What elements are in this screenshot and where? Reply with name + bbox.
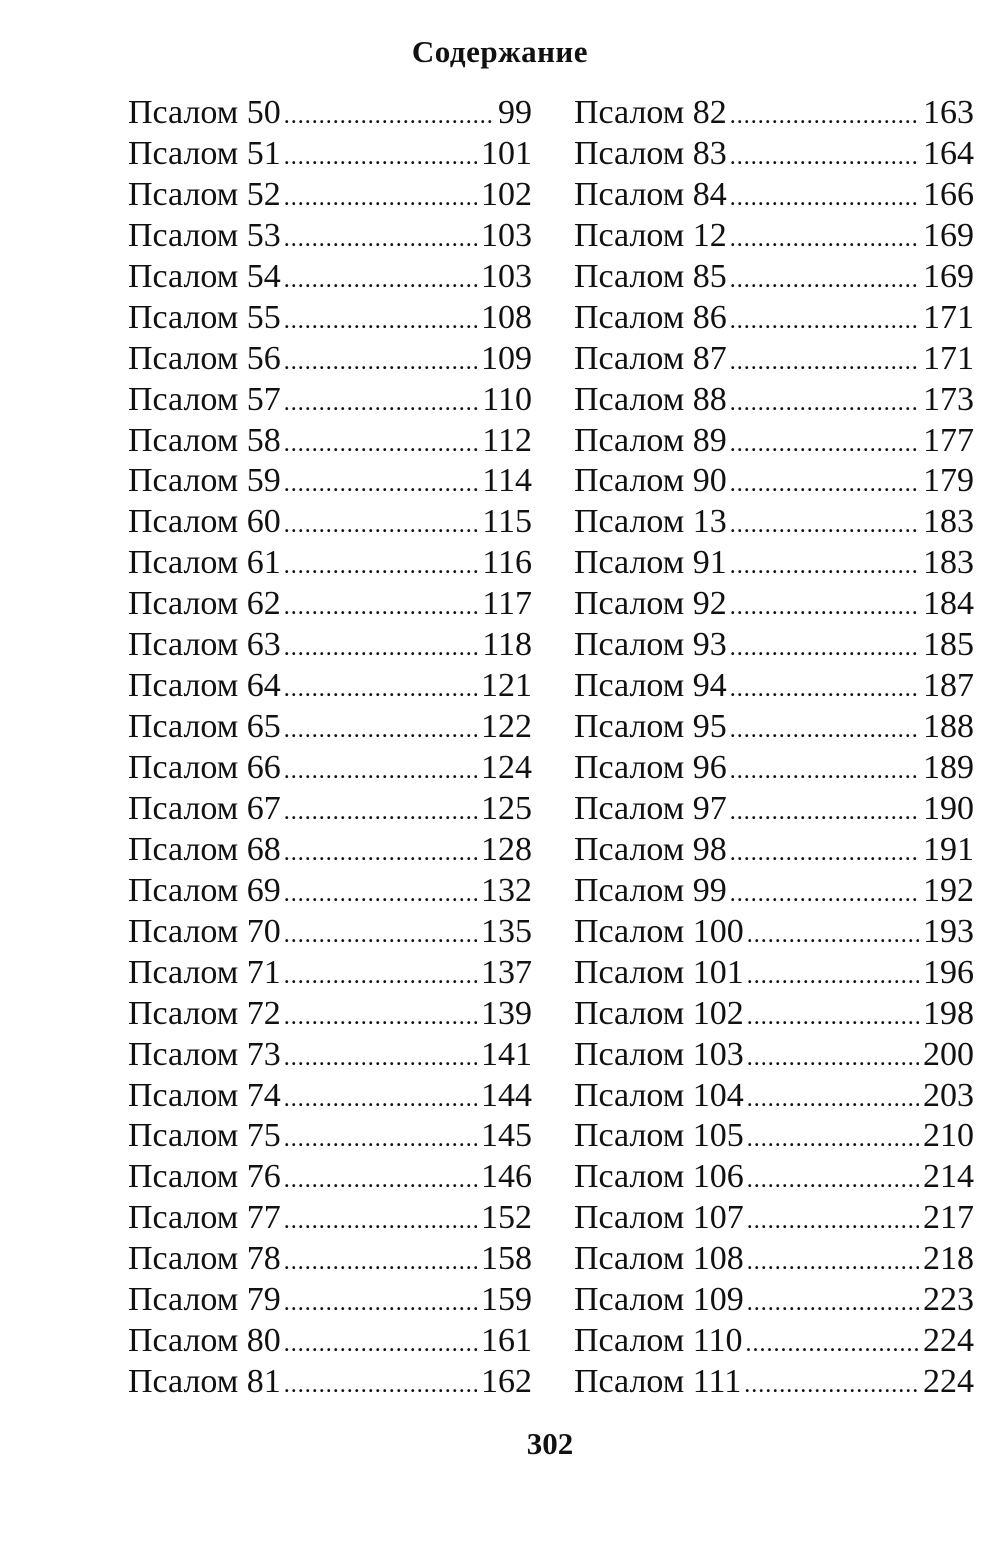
toc-entry-title: Псалом 110 [574, 1322, 743, 1360]
toc-entry-page: 132 [481, 871, 532, 909]
dot-leader [730, 227, 919, 251]
toc-entry-title: Псалом 99 [574, 871, 727, 909]
toc-entry [128, 380, 532, 421]
toc-entry [128, 502, 532, 543]
toc-entry-page: 145 [481, 1117, 532, 1155]
toc-entry-page: 171 [923, 298, 974, 336]
dot-leader [747, 1209, 919, 1233]
toc-entry [128, 298, 532, 339]
toc-entry [574, 1116, 974, 1157]
dot-leader [284, 882, 477, 906]
toc-entry-page: 125 [481, 789, 532, 827]
dot-leader [284, 1250, 477, 1274]
dot-leader [730, 186, 919, 210]
toc-entry-page: 103 [481, 257, 532, 295]
toc-entry-page: 122 [481, 708, 532, 746]
toc-entry [574, 1239, 974, 1280]
toc-entry [574, 994, 974, 1035]
dot-leader [284, 1209, 477, 1233]
toc-entry-title: Псалом 83 [574, 134, 727, 172]
toc-entry-title: Псалом 64 [128, 667, 281, 705]
toc-entry-title: Псалом 13 [574, 503, 727, 541]
toc-entry [128, 707, 532, 748]
dot-leader [284, 554, 478, 578]
toc-entry-title: Псалом 57 [128, 380, 281, 418]
toc-entry [574, 625, 974, 666]
dot-leader [747, 1087, 919, 1111]
toc-entry [574, 93, 974, 134]
toc-entry-title: Псалом 109 [574, 1281, 744, 1319]
toc-entry-page: 108 [481, 298, 532, 336]
toc-entry [128, 461, 532, 502]
toc-entry-title: Псалом 100 [574, 912, 744, 950]
toc-entry [128, 1198, 532, 1239]
toc-entry-title: Псалом 89 [574, 421, 727, 459]
toc-entry-title: Псалом 62 [128, 585, 281, 623]
toc-column-left [128, 93, 532, 1403]
toc-entry [574, 1362, 974, 1403]
toc-entry [128, 93, 532, 134]
dot-leader [730, 104, 919, 128]
dot-leader [284, 595, 478, 619]
toc-entry-title: Псалом 71 [128, 953, 281, 991]
toc-entry-title: Псалом 63 [128, 626, 281, 664]
toc-entry-page: 223 [923, 1281, 974, 1319]
toc-entry-page: 114 [482, 462, 532, 500]
toc-entry-page: 118 [482, 626, 532, 664]
toc-entry-page: 116 [482, 544, 532, 582]
toc-entry-page: 139 [481, 994, 532, 1032]
toc-entry-page: 224 [923, 1322, 974, 1360]
toc-entry [574, 1076, 974, 1117]
toc-entry-page: 191 [923, 830, 974, 868]
dot-leader [284, 432, 478, 456]
toc-entry [128, 543, 532, 584]
dot-leader [730, 718, 919, 742]
toc-entry-title: Псалом 52 [128, 175, 281, 213]
toc-entry-title: Псалом 60 [128, 503, 281, 541]
toc-entry [574, 584, 974, 625]
dot-leader [730, 268, 919, 292]
toc-entry-title: Псалом 70 [128, 912, 281, 950]
toc-entry-title: Псалом 58 [128, 421, 281, 459]
dot-leader [730, 636, 919, 660]
toc-entry [574, 134, 974, 175]
dot-leader [730, 595, 919, 619]
toc-entry-page: 192 [923, 871, 974, 909]
toc-entry-title: Псалом 78 [128, 1240, 281, 1278]
toc-entry-page: 190 [923, 789, 974, 827]
toc-entry-title: Псалом 65 [128, 708, 281, 746]
dot-leader [284, 759, 477, 783]
toc-entry [574, 1280, 974, 1321]
toc-entry-title: Псалом 101 [574, 953, 744, 991]
toc-entry-title: Псалом 56 [128, 339, 281, 377]
toc-entry-page: 203 [923, 1076, 974, 1114]
toc-entry-page: 210 [923, 1117, 974, 1155]
dot-leader [730, 882, 919, 906]
toc-entry-page: 137 [481, 953, 532, 991]
toc-entry-page: 169 [923, 216, 974, 254]
dot-leader [284, 472, 478, 496]
dot-leader [284, 268, 477, 292]
toc-entry-page: 121 [481, 667, 532, 705]
dot-leader [730, 391, 919, 415]
toc-entry-page: 102 [481, 175, 532, 213]
toc-entry-title: Псалом 81 [128, 1363, 281, 1401]
toc-entry-title: Псалом 103 [574, 1035, 744, 1073]
toc-entry-title: Псалом 51 [128, 134, 281, 172]
toc-entry-title: Псалом 88 [574, 380, 727, 418]
dot-leader [284, 1087, 477, 1111]
toc-entry-title: Псалом 87 [574, 339, 727, 377]
toc-entry [574, 953, 974, 994]
dot-leader [284, 1168, 477, 1192]
toc-entry-title: Псалом 102 [574, 994, 744, 1032]
dot-leader [284, 309, 477, 333]
toc-entry-page: 214 [923, 1158, 974, 1196]
toc-entry-page: 193 [923, 912, 974, 950]
dot-leader [284, 186, 477, 210]
dot-leader [747, 923, 919, 947]
toc-entry [128, 1035, 532, 1076]
toc-entry [128, 871, 532, 912]
toc-entry-page: 135 [481, 912, 532, 950]
toc-entry [574, 502, 974, 543]
toc-entry-title: Псалом 61 [128, 544, 281, 582]
toc-entry-page: 164 [923, 134, 974, 172]
toc-entry-title: Псалом 74 [128, 1076, 281, 1114]
toc-entry-title: Псалом 96 [574, 749, 727, 786]
dot-leader [284, 1332, 477, 1356]
toc-entry [128, 1239, 532, 1280]
toc-entry-page: 224 [923, 1363, 974, 1401]
toc-entry-title: Псалом 59 [128, 462, 281, 500]
toc-entry-page: 162 [481, 1363, 532, 1401]
dot-leader [284, 227, 477, 251]
toc-entry [128, 1362, 532, 1403]
toc-entry-page: 196 [923, 953, 974, 991]
toc-entry-title: Псалом 85 [574, 257, 727, 295]
toc-entry [128, 789, 532, 830]
dot-leader [730, 759, 919, 783]
toc-entry-page: 159 [481, 1281, 532, 1319]
toc-entry-title: Псалом 50 [128, 94, 281, 131]
toc-entry-page: 152 [481, 1199, 532, 1237]
dot-leader [284, 800, 477, 824]
toc-entry-title: Псалом 69 [128, 871, 281, 909]
toc-entry [128, 912, 532, 953]
toc-entry-page: 117 [482, 585, 532, 623]
toc-entry [128, 216, 532, 257]
toc-entry-title: Псалом 106 [574, 1158, 744, 1196]
toc-entry [128, 584, 532, 625]
toc-entry [574, 339, 974, 380]
toc-entry [128, 666, 532, 707]
dot-leader [284, 964, 477, 988]
toc-entry-page: 158 [481, 1240, 532, 1278]
toc-entry-title: Псалом 67 [128, 789, 281, 827]
toc-entry-page: 198 [923, 994, 974, 1032]
toc-entry-page: 185 [923, 626, 974, 664]
toc-entry [128, 1116, 532, 1157]
dot-leader [747, 964, 919, 988]
dot-leader [284, 1373, 477, 1397]
toc-entry-page: 179 [923, 462, 974, 500]
toc-entry-page: 103 [481, 216, 532, 254]
toc-entry [574, 707, 974, 748]
toc-entry-page: 187 [923, 667, 974, 705]
dot-leader [730, 841, 919, 865]
toc-entry [574, 380, 974, 421]
dot-leader [730, 472, 919, 496]
toc-entry-page: 188 [923, 708, 974, 746]
toc-entry-page: 183 [923, 503, 974, 541]
toc-entry-title: Псалом 76 [128, 1158, 281, 1196]
toc-entry-page: 99 [498, 94, 532, 131]
toc-entry [574, 1321, 974, 1362]
toc-entry [574, 216, 974, 257]
toc-entry-page: 110 [482, 380, 532, 418]
toc-entry-title: Псалом 79 [128, 1281, 281, 1319]
dot-leader [284, 391, 478, 415]
toc-entry [574, 789, 974, 830]
toc-entry-title: Псалом 12 [574, 216, 727, 254]
toc-entry-page: 200 [923, 1035, 974, 1073]
toc-entry-title: Псалом 80 [128, 1322, 281, 1360]
toc-entry [128, 1157, 532, 1198]
toc-entry-page: 177 [923, 421, 974, 459]
toc-entry-page: 217 [923, 1199, 974, 1237]
toc-entry-title: Псалом 95 [574, 708, 727, 746]
toc-entry-title: Псалом 77 [128, 1199, 281, 1237]
toc-entry [128, 339, 532, 380]
toc-entry [574, 1198, 974, 1239]
dot-leader [747, 1250, 919, 1274]
toc-entry [574, 543, 974, 584]
toc-entry [128, 257, 532, 298]
toc-entry [574, 871, 974, 912]
toc-entry-title: Псалом 91 [574, 544, 727, 582]
toc-entry-title: Псалом 72 [128, 994, 281, 1032]
dot-leader [747, 1168, 919, 1192]
toc-entry [128, 421, 532, 462]
page-number: 302 [526, 1426, 574, 1461]
toc-entry [128, 748, 532, 789]
toc-entry-title: Псалом 82 [574, 94, 727, 131]
dot-leader [730, 350, 919, 374]
toc-entry-page: 141 [481, 1035, 532, 1073]
toc-entry-title: Псалом 94 [574, 667, 727, 705]
toc-entry-page: 218 [923, 1240, 974, 1278]
dot-leader [284, 104, 494, 128]
dot-leader [284, 1127, 477, 1151]
toc-entry [574, 1035, 974, 1076]
toc-entry-title: Псалом 55 [128, 298, 281, 336]
toc-entry-title: Псалом 105 [574, 1117, 744, 1155]
dot-leader [284, 841, 477, 865]
toc-entry [574, 666, 974, 707]
toc-entry-title: Псалом 111 [574, 1363, 742, 1401]
toc-entry [128, 175, 532, 216]
dot-leader [744, 1373, 919, 1397]
toc-entry-title: Псалом 68 [128, 830, 281, 868]
dot-leader [284, 718, 477, 742]
dot-leader [730, 309, 919, 333]
dot-leader [747, 1005, 919, 1029]
toc-entry [128, 994, 532, 1035]
toc-entry-page: 171 [923, 339, 974, 377]
toc-entry-page: 109 [481, 339, 532, 377]
toc-entry-page: 166 [923, 175, 974, 213]
dot-leader [284, 350, 477, 374]
toc-entry [128, 1280, 532, 1321]
dot-leader [284, 1046, 477, 1070]
dot-leader [284, 677, 477, 701]
toc-entry-page: 184 [923, 585, 974, 623]
toc-entry-title: Псалом 73 [128, 1035, 281, 1073]
toc-entry-page: 161 [481, 1322, 532, 1360]
toc-entry-page: 146 [481, 1158, 532, 1196]
toc-entry-title: Псалом 54 [128, 257, 281, 295]
toc-entry-title: Псалом 98 [574, 830, 727, 868]
toc-entry-page: 183 [923, 544, 974, 582]
toc-entry-title: Псалом 66 [128, 749, 281, 786]
toc-entry-page: 163 [923, 94, 974, 131]
toc-entry [128, 134, 532, 175]
toc-entry [574, 1157, 974, 1198]
dot-leader [284, 1005, 477, 1029]
toc-entry [574, 830, 974, 871]
toc-entry [128, 1076, 532, 1117]
toc-entry-title: Псалом 75 [128, 1117, 281, 1155]
toc-entry-page: 189 [923, 749, 974, 786]
toc-entry-page: 173 [923, 380, 974, 418]
toc-entry-title: Псалом 86 [574, 298, 727, 336]
dot-leader [747, 1291, 919, 1315]
toc-entry-title: Псалом 97 [574, 789, 727, 827]
toc-entry-page: 112 [482, 421, 532, 459]
toc-entry-page: 128 [481, 830, 532, 868]
toc-entry [574, 748, 974, 789]
toc-entry [574, 461, 974, 502]
toc-entry [128, 953, 532, 994]
toc-entry-title: Псалом 108 [574, 1240, 744, 1278]
dot-leader [730, 800, 919, 824]
toc-entry [574, 421, 974, 462]
toc-entry [128, 1321, 532, 1362]
dot-leader [747, 1127, 919, 1151]
dot-leader [284, 1291, 477, 1315]
toc-entry-page: 169 [923, 257, 974, 295]
dot-leader [730, 513, 919, 537]
toc-entry-title: Псалом 104 [574, 1076, 744, 1114]
toc-entry [574, 257, 974, 298]
toc-entry [128, 830, 532, 871]
toc-entry-page: 124 [481, 749, 532, 786]
toc-entry-page: 101 [481, 134, 532, 172]
page-title: Содержание [411, 34, 589, 69]
toc-entry [128, 625, 532, 666]
dot-leader [730, 145, 919, 169]
toc-entry [574, 175, 974, 216]
dot-leader [284, 145, 477, 169]
toc-entry-title: Псалом 53 [128, 216, 281, 254]
dot-leader [284, 513, 478, 537]
toc-entry-page: 144 [481, 1076, 532, 1114]
toc-entry-title: Псалом 93 [574, 626, 727, 664]
toc-entry [574, 298, 974, 339]
toc-entry-title: Псалом 107 [574, 1199, 744, 1237]
dot-leader [747, 1046, 919, 1070]
toc-entry-title: Псалом 92 [574, 585, 727, 623]
toc-entry-title: Псалом 84 [574, 175, 727, 213]
toc-entry [574, 912, 974, 953]
toc-entry-page: 115 [482, 503, 532, 541]
toc-column-right [574, 93, 974, 1403]
dot-leader [730, 677, 919, 701]
dot-leader [730, 554, 919, 578]
dot-leader [730, 432, 919, 456]
dot-leader [284, 923, 477, 947]
toc-entry-title: Псалом 90 [574, 462, 727, 500]
dot-leader [284, 636, 478, 660]
dot-leader [746, 1332, 919, 1356]
